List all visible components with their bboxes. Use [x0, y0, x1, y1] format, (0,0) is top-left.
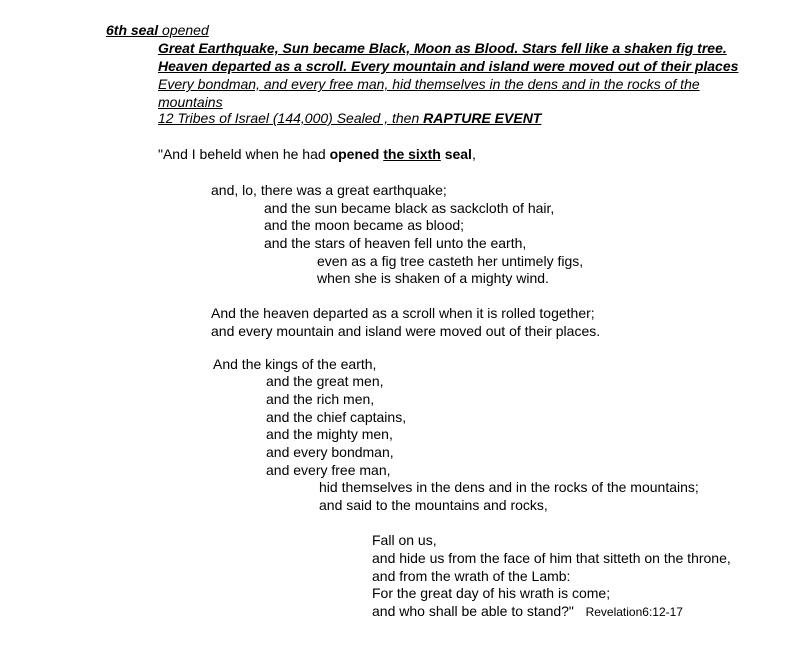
summary-line-4: mountains [158, 94, 223, 110]
stanza3-line-3: and the rich men, [266, 391, 375, 407]
stanza1-line-4: and the stars of heaven fell unto the earth, [264, 235, 527, 251]
stanza1-line-1: and, lo, there was a great earthquake; [211, 182, 447, 198]
stanza1-line-5: even as a fig tree casteth her untimely figs, [317, 253, 584, 269]
stanza1-line-6: when she is shaken of a mighty wind. [317, 270, 549, 286]
rapture-event: RAPTURE EVENT [423, 110, 542, 126]
tribes-line [158, 109, 541, 127]
stanza3-line-1: And the kings of the earth, [213, 356, 377, 372]
stanza3-line-4: and the chief captains, [266, 409, 407, 425]
stanza4-line-2: and hide us from the face of him that sitteth on the throne, [372, 550, 731, 566]
stanza4-line-4: For the great day of his wrath is come; [372, 585, 611, 601]
stanza2-line-2: and every mountain and island were moved out of their places. [211, 323, 601, 339]
stanza3-line-6: and every bondman, [266, 444, 394, 460]
stanza3-line-8: hid themselves in the dens and in the rocks of the mountains; [319, 479, 699, 495]
stanza4-line-3: and from the wrath of the Lamb: [372, 568, 571, 584]
heading [106, 21, 209, 39]
summary-line-1: Great Earthquake, Sun became Black, Moon as Blood. Stars fell like a shaken fig tree. [158, 40, 727, 56]
stanza3-line-7: and every free man, [266, 462, 391, 478]
heading-bold: 6th seal [106, 22, 159, 38]
opening-line [158, 145, 476, 163]
stanza3-line-5: and the mighty men, [266, 426, 393, 442]
scripture-reference: Revelation6:12-17 [585, 605, 683, 619]
summary-line-2: Heaven departed as a scroll. Every mountain and island were moved out of their places [158, 58, 739, 74]
opening-pre: "And I beheld when he had [158, 146, 330, 162]
stanza1-line-2: and the sun became black as sackcloth of hair, [264, 200, 555, 216]
opening-seal: seal [440, 146, 472, 162]
opening-underlined: the sixth [383, 146, 441, 162]
stanza4-line-1: Fall on us, [372, 532, 437, 548]
opening-bold: opened [329, 146, 380, 162]
stanza1-line-3: and the moon became as blood; [264, 217, 465, 233]
opening-post: , [471, 146, 476, 162]
stanza4-line-5 [372, 602, 683, 621]
stanza3-line-9: and said to the mountains and rocks, [319, 497, 548, 513]
stanza2-line-1: And the heaven departed as a scroll when it is rolled together; [211, 305, 595, 321]
heading-rest: opened [158, 22, 209, 38]
stanza3-line-2: and the great men, [266, 373, 384, 389]
tribes-text: 12 Tribes of Israel (144,000) Sealed , then [158, 110, 424, 126]
closing-text: and who shall be able to stand?" [372, 603, 574, 619]
summary-line-3: Every bondman, and every free man, hid themselves in the dens and in the rocks of the [158, 76, 700, 92]
